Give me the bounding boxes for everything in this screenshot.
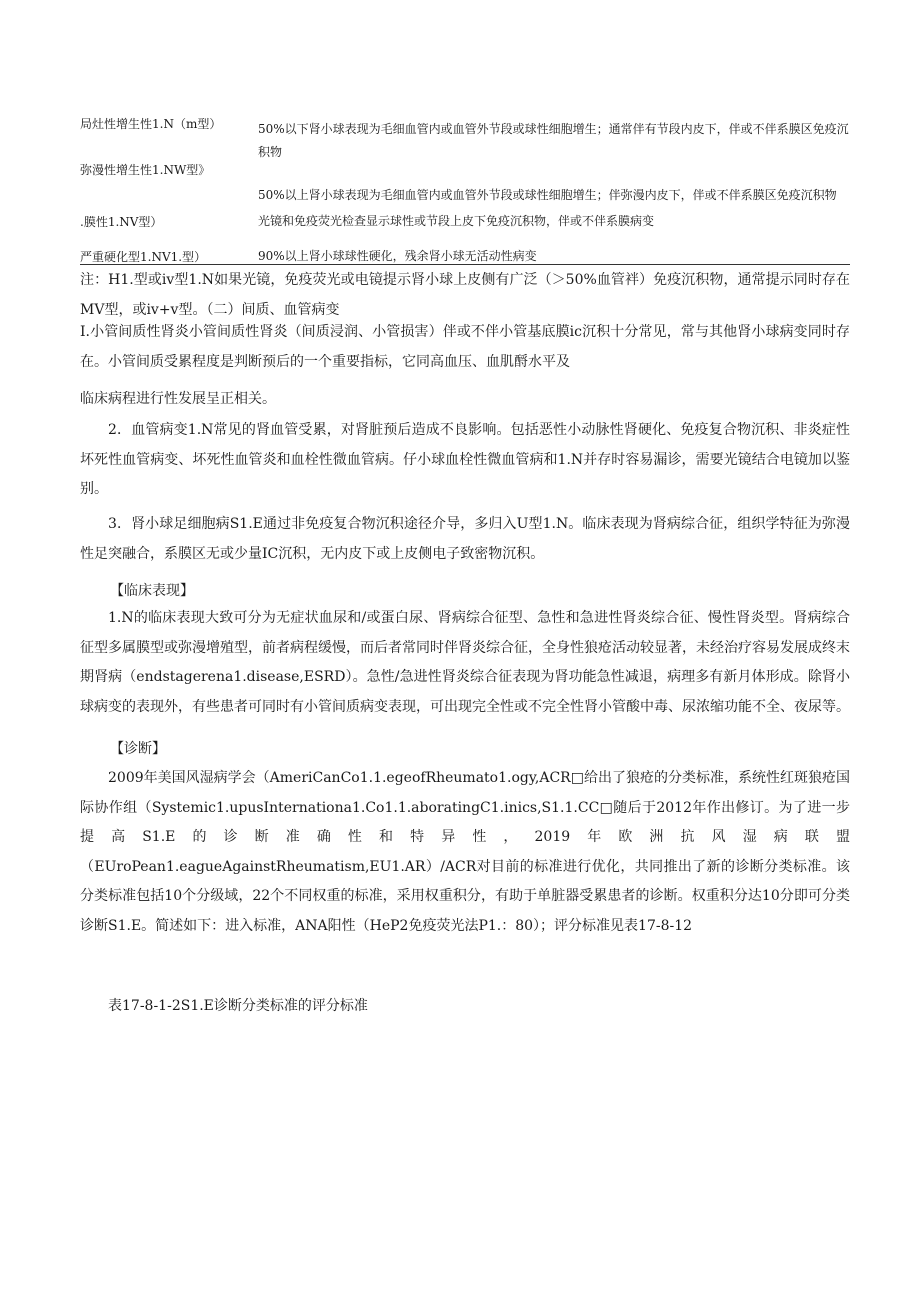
heading-diagnosis: 【诊断】 xyxy=(110,741,166,757)
paragraph-podocyte: 3．肾小球足细胞病S1.E通过非免疫复合物沉积途径介导，多归入U型1.N。临床表现为肾病综合征，组织学特征为弥漫性足突融合，系膜区无或少量IC沉积，无内皮下或上皮侧电子致密物沉积。 xyxy=(80,516,850,562)
heading-clinical: 【临床表现】 xyxy=(110,583,194,599)
table-label: 局灶性增生性1.N（m型） xyxy=(80,117,222,131)
paragraph-interstitial: I.小管间质性肾炎小管间质性肾炎（间质浸润、小管损害）伴或不伴小管基底膜ic沉积十分常见，常与其他肾小球病变同时存在。小管间质受累程度是判断预后的一个重要指标，它同高血压、血肌酹水平及 xyxy=(80,324,850,370)
paragraph-diagnosis: 2009年美国风湿病学会（AmeriCanCo1.1.egeofRheumato1.ogy,ACR□给出了狼疮的分类标准，系统性红斑狼疮国际协作组（Systemic1.upusInternationa1.Co1.1.aboratingC1.inics,S1.1.CC□随后于2012年作出修订。为了进一步提高S1.E的诊断准确性和特异性，2019年欧洲抗风湿病联盟（EUroPean1.eagueAgainstRheumatism,EU1.AR）/ACR对目前的标准进行优化，共同推出了新的诊断分类标准。该分类标准包括10个分级域，22个不同权重的标准，采用权重积分，有助于单脏器受累患者的诊断。权重积分达10分即可分类诊断S1.E。简述如下：进入标准，ANA阳性（HeP2免疫荧光法P1.：80）；评分标准见表17-8-12 xyxy=(80,770,850,934)
paragraph-clinical: 1.N的临床表现大致可分为无症状血尿和/或蛋白尿、肾病综合征型、急性和急进性肾炎综合征、慢性肾炎型。肾病综合征型多属膜型或弥漫增殖型，前者病程缓慢，而后者常同时伴肾炎综合征，全身性狼疮活动较显著，未经治疗容易发展成终末期肾病（endstagerena1.disease,ESRD）。急性/急进性肾炎综合征表现为肾功能急性减退，病理多有新月体形成。除肾小球病变的表现外，有些患者可同时有小管间质病变表现，可出现完全性或不完全性肾小管酸中毒、尿浓缩功能不全、夜尿等。 xyxy=(80,610,850,715)
table-desc: 50%以下肾小球表现为毛细血管内或血管外节段或球性细胞增生；通常伴有节段内皮下，伴或不伴系膜区免疫沉积物 xyxy=(258,122,849,159)
table-desc: 50%以上肾小球表现为毛细血管内或血管外节段或球性细胞增生；伴弥漫内皮下，伴或不伴系膜区免疫沉积物 xyxy=(258,188,837,202)
table-desc: 光镜和免疫荧光检查显示球性或节段上皮下免疫沉积物，伴或不伴系膜病变 xyxy=(258,214,655,228)
table-label: 严重硬化型1.NV1.型） xyxy=(80,250,207,264)
table-caption: 表17-8-1-2S1.E诊断分类标准的评分标准 xyxy=(108,998,368,1014)
paragraph-interstitial-end: 临床病程进行性发展呈正相关。 xyxy=(80,391,276,407)
paragraph-vascular: 2．血管病变1.N常见的肾血管受累，对肾脏预后造成不良影响。包括恶性小动脉性肾硬化、免疫复合物沉积、非炎症性坏死性血管病变、坏死性血管炎和血栓性微血管病。仔小球血栓性微血管病和1.N并存时容易漏诊，需要光镜结合电镜加以鉴别。 xyxy=(80,422,850,497)
table-label: .膜性1.NV型） xyxy=(80,215,163,229)
table-label: 弥漫性增生性1.NW型》 xyxy=(80,163,211,177)
table-note: 注：H1.型或iv型1.N如果光镜，免疫荧光或电镜提示肾小球上皮侧有广泛（＞50%血管袢）免疫沉积物，通常提示同时存在MV型，或iv+v型。（二）间质、血管病变 xyxy=(80,272,850,318)
table-bottom-rule xyxy=(80,264,850,265)
table-desc: 90%以上肾小球球性硬化，残余肾小球无活动性病变 xyxy=(258,249,537,263)
